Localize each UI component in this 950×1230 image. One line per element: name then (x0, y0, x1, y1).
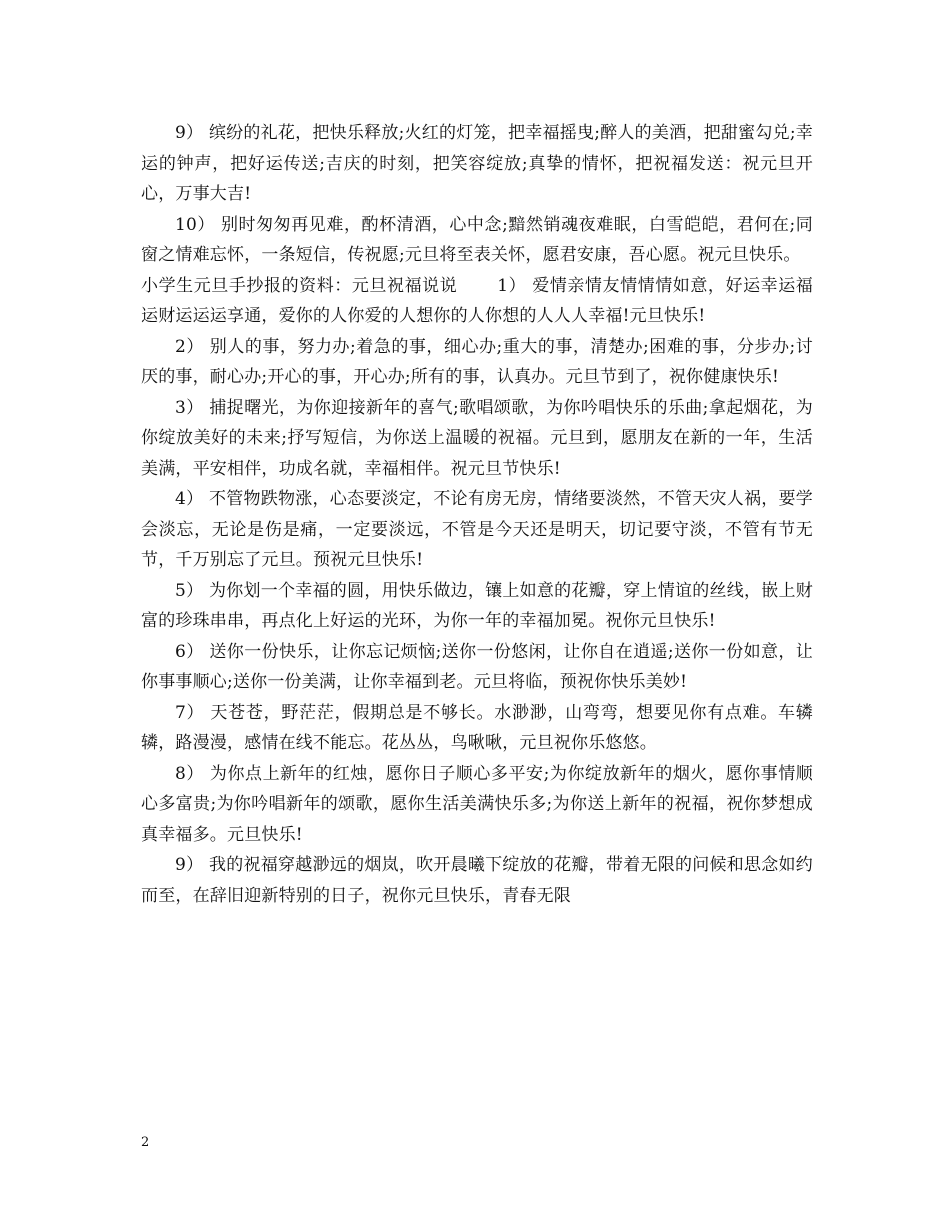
paragraph-item-7: 7） 天苍苍，野茫茫，假期总是不够长。水渺渺，山弯弯，想要见你有点难。车辚辚，路漫漫，感情在线不能忘。花丛丛，鸟啾啾，元旦祝你乐悠悠。 (141, 702, 813, 753)
paragraph-item-6: 6） 送你一份快乐，让你忘记烦恼;送你一份悠闲，让你自在逍遥;送你一份如意，让你事事顺心;送你一份美满，让你幸福到老。元旦将临，预祝你快乐美妙! (141, 641, 813, 692)
page-number: 2 (141, 1135, 150, 1150)
paragraph-item-5: 5） 为你划一个幸福的圆，用快乐做边，镶上如意的花瓣，穿上情谊的丝线，嵌上财富的珍珠串串，再点化上好运的光环，为你一年的幸福加冕。祝你元旦快乐! (141, 580, 813, 631)
paragraph-item-8: 8） 为你点上新年的红烛，愿你日子顺心多平安;为你绽放新年的烟火，愿你事情顺心多富贵;为你吟唱新年的颂歌，愿你生活美满快乐多;为你送上新年的祝福，祝你梦想成真幸福多。元旦快乐! (141, 763, 813, 845)
paragraph-item-9: 9） 缤纷的礼花，把快乐释放;火红的灯笼，把幸福摇曳;醉人的美酒，把甜蜜勾兑;幸运的钟声，把好运传送;吉庆的时刻，把笑容绽放;真挚的情怀，把祝福发送：祝元旦开心，万事大吉! (141, 123, 813, 204)
paragraph-item-3: 3） 捕捉曙光，为你迎接新年的喜气;歌唱颂歌，为你吟唱快乐的乐曲;拿起烟花，为你绽放美好的未来;抒写短信，为你送上温暖的祝福。元旦到，愿朋友在新的一年，生活美满，平安相伴，功成名就，幸福相伴。祝元旦节快乐! (141, 397, 813, 479)
paragraph-item-10: 10） 别时匆匆再见难，酌杯清酒，心中念;黯然销魂夜难眠，白雪皑皑，君何在;同窗之情难忘怀，一条短信，传祝愿;元旦将至表关怀，愿君安康，吾心愿。祝元旦快乐。 (141, 214, 813, 265)
paragraph-item-1: 1） 爱情亲情友情情情如意，好运幸运福运财运运运享通，爱你的人你爱的人想你的人你想的人人人幸福!元旦快乐! (141, 275, 813, 326)
paragraph-item-9b: 9） 我的祝福穿越渺远的烟岚，吹开晨曦下绽放的花瓣，带着无限的问候和思念如约而至，在辞旧迎新特别的日子，祝你元旦快乐，青春无限 (141, 855, 813, 906)
paragraph-item-2: 2） 别人的事，努力办;着急的事，细心办;重大的事，清楚办;困难的事，分步办;讨厌的事，耐心办;开心的事，开心办;所有的事，认真办。元旦节到了，祝你健康快乐! (141, 336, 813, 387)
paragraph-item-4: 4） 不管物跌物涨，心态要淡定，不论有房无房，情绪要淡然，不管天灾人祸，要学会淡忘，无论是伤是痛，一定要淡远，不管是今天还是明天，切记要守淡，不管有节无节，千万别忘了元旦。预祝元旦快乐! (141, 489, 813, 570)
section-heading: 小学生元旦手抄报的资料：元旦祝福说说 (141, 275, 458, 296)
section-intro (141, 271, 813, 332)
document-body (141, 118, 813, 911)
